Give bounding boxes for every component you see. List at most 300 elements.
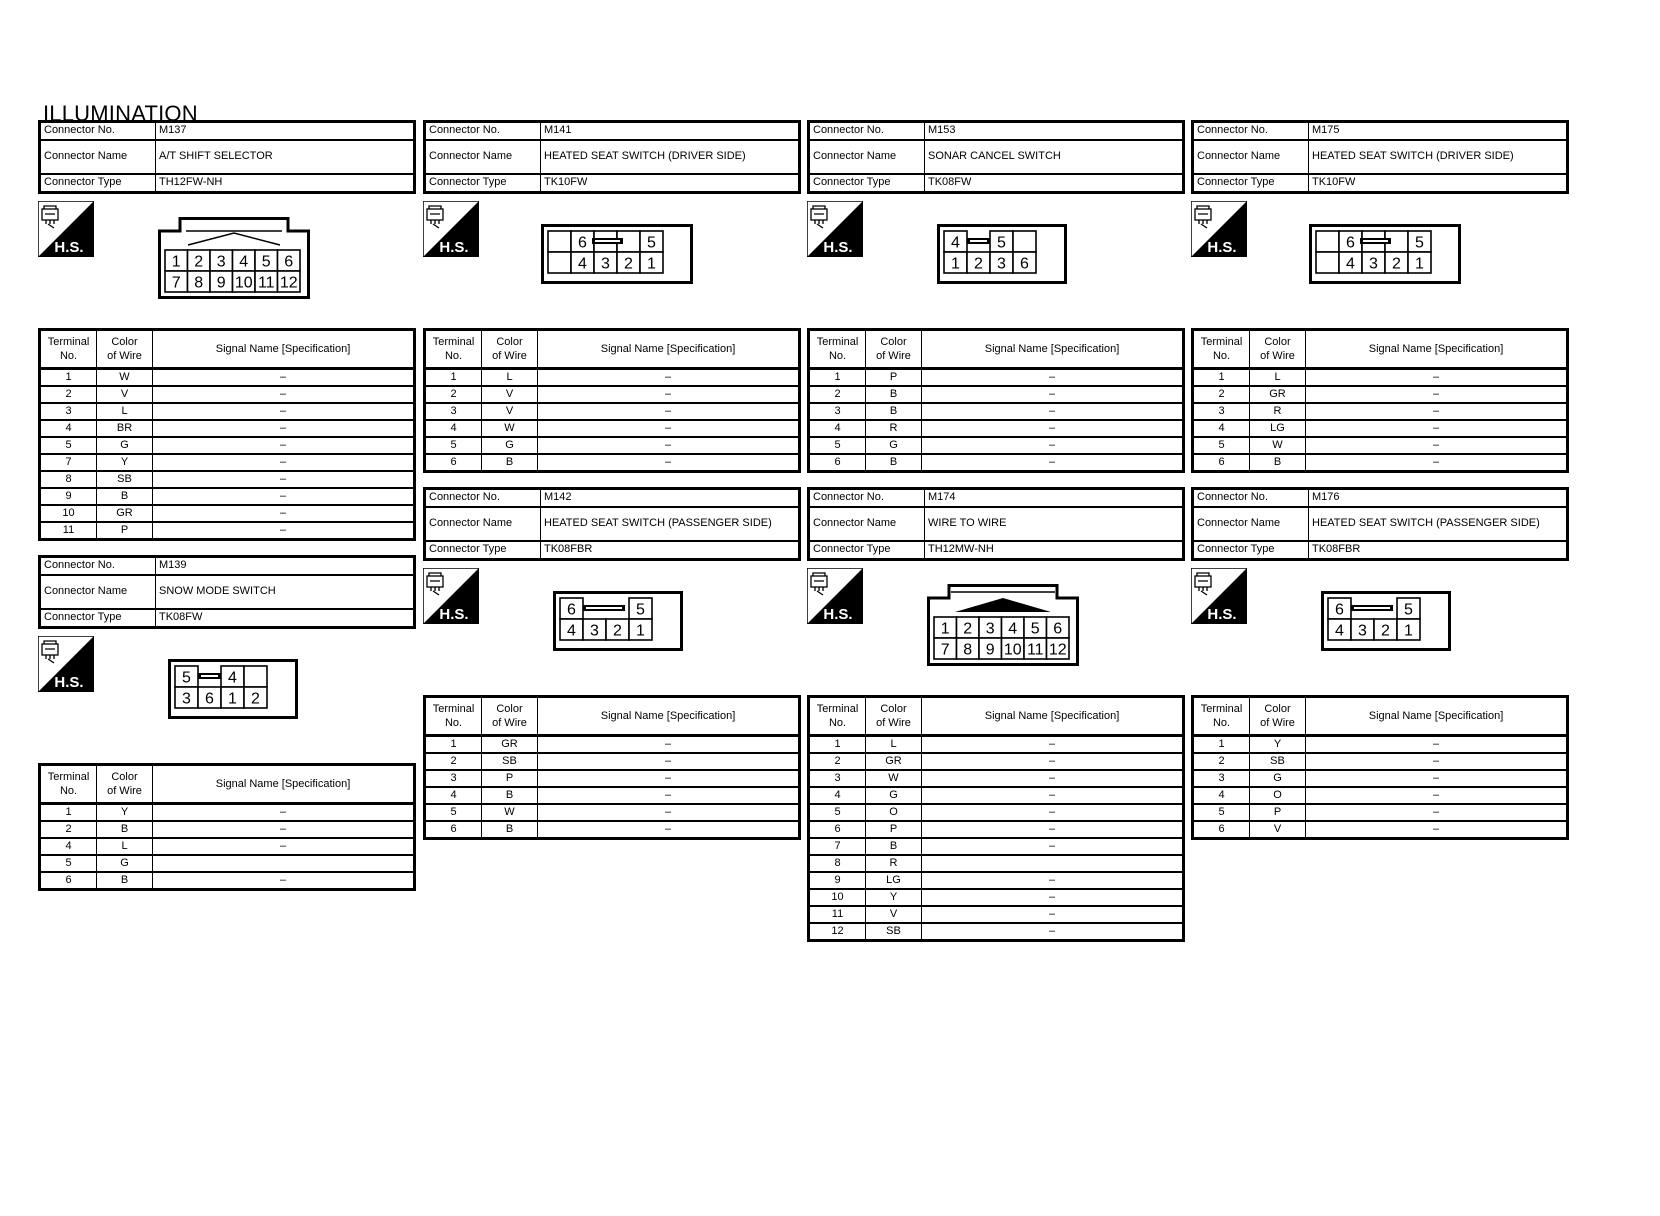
table-row [425, 787, 800, 804]
signal-name-header: Signal Name [Specification] [153, 330, 415, 369]
table-row [40, 420, 415, 437]
terminal-no-cell: 5 [809, 804, 866, 821]
table-row [40, 505, 415, 522]
color-of-wire-header: Color of Wire [482, 330, 538, 369]
connector-no-label: Connector No. [40, 557, 156, 576]
terminal-no-cell: 6 [809, 821, 866, 838]
pin-cavity [548, 252, 571, 273]
pin-number: 4 [567, 622, 576, 640]
connector-block-m137 [38, 120, 416, 541]
connector-type-label: Connector Type [40, 609, 156, 628]
connector-type-label: Connector Type [40, 174, 156, 193]
terminal-no-cell: 11 [809, 906, 866, 923]
table-row [809, 770, 1184, 787]
wire-color-cell: B [97, 872, 153, 890]
pin-number: 6 [1346, 234, 1355, 252]
signal-name-cell [922, 855, 1184, 872]
table-row [809, 753, 1184, 770]
signal-name-cell: – [1306, 753, 1568, 770]
connector-block-m142 [423, 487, 801, 840]
table-row [40, 386, 415, 403]
connector-type-label: Connector Type [425, 541, 541, 560]
terminal-no-cell: 3 [1193, 403, 1250, 420]
wire-color-cell: W [866, 770, 922, 787]
pin-number: 2 [974, 255, 983, 273]
signal-name-cell: – [538, 787, 800, 804]
signal-name-cell: – [1306, 787, 1568, 804]
connector-diagram-area [1191, 194, 1569, 328]
connector-no-label: Connector No. [425, 489, 541, 508]
connector-name-value: HEATED SEAT SWITCH (PASSENGER SIDE) [1309, 507, 1568, 541]
signal-name-cell: – [538, 753, 800, 770]
pin-number: 5 [261, 253, 271, 271]
terminal-no-header: Terminal No. [1193, 697, 1250, 736]
wire-color-cell: SB [866, 923, 922, 941]
connector-block-m176 [1191, 487, 1569, 840]
connector-info-table [38, 120, 416, 194]
table-row [40, 855, 415, 872]
table-row [1193, 437, 1568, 454]
wire-color-cell: B [97, 821, 153, 838]
connector-info-table [423, 120, 801, 194]
signal-name-header: Signal Name [Specification] [1306, 330, 1568, 369]
connector-no-label: Connector No. [1193, 122, 1309, 141]
connector-name-label: Connector Name [1193, 507, 1309, 541]
terminal-no-cell: 9 [40, 488, 97, 505]
signal-name-cell: – [538, 437, 800, 454]
connector-no-label: Connector No. [809, 122, 925, 141]
connector-type-value: TK08FW [925, 174, 1184, 193]
table-row [40, 522, 415, 540]
signal-name-header: Signal Name [Specification] [922, 697, 1184, 736]
wire-color-cell: L [482, 369, 538, 387]
signal-name-cell: – [538, 804, 800, 821]
connector-diagram-area [1191, 561, 1569, 695]
connector-info-table [807, 120, 1185, 194]
pin-number: 5 [636, 601, 645, 619]
connector-no-value: M176 [1309, 489, 1568, 508]
color-of-wire-header: Color of Wire [97, 330, 153, 369]
pin-number: 1 [940, 620, 950, 638]
terminal-no-cell: 5 [425, 804, 482, 821]
terminal-no-cell: 8 [40, 471, 97, 488]
connector-block-m174 [807, 487, 1185, 942]
terminal-no-cell: 7 [40, 454, 97, 471]
wire-color-cell: V [482, 403, 538, 420]
wire-color-cell: SB [1250, 753, 1306, 770]
connector-type-label: Connector Type [1193, 541, 1309, 560]
table-row [425, 821, 800, 839]
connector-name-label: Connector Name [425, 140, 541, 174]
signal-name-cell [153, 855, 415, 872]
pin-number: 6 [1053, 620, 1063, 638]
terminal-no-cell: 2 [40, 386, 97, 403]
connector-type-label: Connector Type [809, 174, 925, 193]
terminal-no-header: Terminal No. [809, 697, 866, 736]
pin-number: 1 [951, 255, 960, 273]
wire-color-cell: W [482, 804, 538, 821]
connector-info-table [1191, 120, 1569, 194]
signal-name-cell: – [153, 437, 415, 454]
signal-name-cell: – [153, 369, 415, 387]
table-row [809, 403, 1184, 420]
wire-color-cell: O [1250, 787, 1306, 804]
pin-number: 6 [567, 601, 576, 619]
connector-no-value: M139 [156, 557, 415, 576]
wire-color-cell: Y [1250, 736, 1306, 754]
signal-name-cell: – [153, 872, 415, 890]
wire-color-cell: P [97, 522, 153, 540]
terminal-no-cell: 1 [1193, 736, 1250, 754]
signal-name-cell: – [922, 821, 1184, 838]
pin-number: 4 [1346, 255, 1355, 273]
terminal-no-cell: 4 [809, 787, 866, 804]
table-row [40, 838, 415, 855]
hs-label: H.S. [54, 239, 84, 256]
table-row [1193, 403, 1568, 420]
terminal-table [38, 763, 416, 891]
wire-color-cell: Y [97, 804, 153, 822]
terminal-no-cell: 6 [1193, 821, 1250, 839]
pin-number: 11 [1026, 641, 1044, 659]
signal-name-cell: – [922, 804, 1184, 821]
connector-name-value: SNOW MODE SWITCH [156, 575, 415, 609]
connector-name-value: HEATED SEAT SWITCH (DRIVER SIDE) [541, 140, 800, 174]
terminal-table [1191, 695, 1569, 840]
connector-diagram-area [423, 561, 801, 695]
pin-number: 2 [963, 620, 973, 638]
signal-name-cell: – [153, 420, 415, 437]
table-row [809, 889, 1184, 906]
wire-color-cell: B [1250, 454, 1306, 472]
connector-type-value: TH12FW-NH [156, 174, 415, 193]
terminal-table [1191, 328, 1569, 473]
terminal-no-cell: 12 [809, 923, 866, 941]
pin-number: 4 [228, 669, 237, 687]
terminal-no-cell: 9 [809, 872, 866, 889]
signal-name-cell: – [922, 889, 1184, 906]
table-row [425, 804, 800, 821]
connector-no-value: M141 [541, 122, 800, 141]
wire-color-cell: BR [97, 420, 153, 437]
hs-icon [423, 568, 479, 624]
pin-number: 1 [1415, 255, 1424, 273]
pin-number: 5 [647, 234, 656, 252]
terminal-no-cell: 5 [40, 437, 97, 454]
signal-name-cell: – [1306, 821, 1568, 839]
terminal-no-cell: 5 [425, 437, 482, 454]
connector-face-diagram [553, 591, 683, 656]
terminal-no-cell: 1 [809, 736, 866, 754]
pin-number: 2 [1381, 622, 1390, 640]
pin-number: 1 [228, 690, 237, 708]
terminal-no-header: Terminal No. [425, 330, 482, 369]
wire-color-cell: L [866, 736, 922, 754]
terminal-no-header: Terminal No. [1193, 330, 1250, 369]
terminal-no-header: Terminal No. [40, 765, 97, 804]
signal-name-cell: – [153, 403, 415, 420]
pin-number: 4 [578, 255, 587, 273]
wire-color-cell: V [866, 906, 922, 923]
terminal-no-cell: 6 [425, 821, 482, 839]
connector-face-diagram [168, 659, 298, 724]
pin-number: 4 [1335, 622, 1344, 640]
pin-number: 5 [1030, 620, 1040, 638]
signal-name-cell: – [538, 454, 800, 472]
wire-color-cell: W [482, 420, 538, 437]
wire-color-cell: P [1250, 804, 1306, 821]
hs-icon [38, 636, 94, 692]
signal-name-header: Signal Name [Specification] [1306, 697, 1568, 736]
wire-color-cell: V [1250, 821, 1306, 839]
connector-type-value: TK08FBR [541, 541, 800, 560]
terminal-no-cell: 1 [40, 369, 97, 387]
terminal-table [807, 328, 1185, 473]
pin-number: 6 [205, 690, 214, 708]
connector-face-diagram [937, 224, 1067, 289]
connector-type-value: TH12MW-NH [925, 541, 1184, 560]
connector-no-label: Connector No. [425, 122, 541, 141]
wire-color-cell: SB [482, 753, 538, 770]
connector-no-value: M142 [541, 489, 800, 508]
table-row [40, 804, 415, 822]
wire-color-cell: G [482, 437, 538, 454]
hs-icon [1191, 201, 1247, 257]
hs-label: H.S. [54, 674, 84, 691]
color-of-wire-header: Color of Wire [482, 697, 538, 736]
signal-name-cell: – [153, 471, 415, 488]
pin-number: 1 [171, 253, 181, 271]
signal-name-cell: – [538, 403, 800, 420]
table-row [809, 923, 1184, 941]
signal-name-cell: – [922, 923, 1184, 941]
signal-name-cell: – [538, 369, 800, 387]
terminal-no-cell: 6 [425, 454, 482, 472]
signal-name-cell: – [153, 838, 415, 855]
pin-number: 6 [1020, 255, 1029, 273]
terminal-no-cell: 7 [809, 838, 866, 855]
hs-icon [807, 568, 863, 624]
table-row [809, 804, 1184, 821]
wire-color-cell: Y [97, 454, 153, 471]
terminal-no-cell: 6 [809, 454, 866, 472]
table-row [1193, 454, 1568, 472]
terminal-no-cell: 3 [40, 403, 97, 420]
wire-color-cell: L [97, 838, 153, 855]
connector-face-diagram [158, 217, 310, 304]
table-row [1193, 369, 1568, 387]
signal-name-cell: – [538, 420, 800, 437]
terminal-no-cell: 2 [425, 386, 482, 403]
hs-label: H.S. [439, 239, 469, 256]
hs-label: H.S. [1207, 606, 1237, 623]
connector-info-table [807, 487, 1185, 561]
connector-name-value: WIRE TO WIRE [925, 507, 1184, 541]
table-row [425, 770, 800, 787]
wire-color-cell: LG [1250, 420, 1306, 437]
connector-no-label: Connector No. [1193, 489, 1309, 508]
terminal-no-cell: 5 [809, 437, 866, 454]
terminal-no-cell: 4 [1193, 420, 1250, 437]
connector-name-label: Connector Name [40, 140, 156, 174]
connector-diagram-area [38, 629, 416, 763]
connector-name-value: A/T SHIFT SELECTOR [156, 140, 415, 174]
signal-name-cell: – [538, 386, 800, 403]
pin-number: 3 [985, 620, 995, 638]
signal-name-cell: – [922, 838, 1184, 855]
wire-color-cell: G [97, 437, 153, 454]
connector-face-diagram [927, 584, 1079, 671]
table-row [40, 821, 415, 838]
hs-icon [807, 201, 863, 257]
wire-color-cell: R [866, 855, 922, 872]
pin-number: 6 [578, 234, 587, 252]
table-row [40, 369, 415, 387]
terminal-no-cell: 4 [425, 420, 482, 437]
connector-info-table [1191, 487, 1569, 561]
terminal-table [423, 695, 801, 840]
pin-number: 3 [1358, 622, 1367, 640]
connector-no-value: M175 [1309, 122, 1568, 141]
signal-name-cell: – [922, 906, 1184, 923]
signal-name-cell: – [153, 522, 415, 540]
signal-name-header: Signal Name [Specification] [922, 330, 1184, 369]
signal-name-cell: – [922, 437, 1184, 454]
wire-color-cell: B [482, 821, 538, 839]
connector-no-value: M137 [156, 122, 415, 141]
table-row [809, 369, 1184, 387]
connector-name-value: HEATED SEAT SWITCH (PASSENGER SIDE) [541, 507, 800, 541]
connector-diagram-area [807, 561, 1185, 695]
table-row [809, 386, 1184, 403]
wire-color-cell: B [482, 454, 538, 472]
pin-number: 3 [1369, 255, 1378, 273]
pin-number: 3 [182, 690, 191, 708]
terminal-no-cell: 1 [425, 369, 482, 387]
signal-name-cell: – [922, 369, 1184, 387]
wire-color-cell: R [866, 420, 922, 437]
wire-color-cell: B [866, 454, 922, 472]
terminal-no-cell: 5 [1193, 804, 1250, 821]
wire-color-cell: Y [866, 889, 922, 906]
table-row [809, 437, 1184, 454]
pin-number: 3 [997, 255, 1006, 273]
color-of-wire-header: Color of Wire [1250, 330, 1306, 369]
signal-name-cell: – [153, 488, 415, 505]
wire-color-cell: G [866, 787, 922, 804]
wire-color-cell: P [866, 369, 922, 387]
terminal-no-cell: 4 [40, 838, 97, 855]
terminal-no-cell: 2 [425, 753, 482, 770]
table-row [809, 838, 1184, 855]
wire-color-cell: V [482, 386, 538, 403]
pin-number: 2 [251, 690, 260, 708]
wire-color-cell: B [482, 787, 538, 804]
wire-color-cell: P [482, 770, 538, 787]
connector-no-label: Connector No. [40, 122, 156, 141]
pin-number: 12 [1048, 641, 1067, 659]
signal-name-cell: – [153, 386, 415, 403]
signal-name-cell: – [922, 736, 1184, 754]
wire-color-cell: V [97, 386, 153, 403]
pin-number: 6 [1335, 601, 1344, 619]
terminal-no-header: Terminal No. [425, 697, 482, 736]
table-row [1193, 736, 1568, 754]
pin-number: 9 [985, 641, 995, 659]
signal-name-cell: – [922, 787, 1184, 804]
terminal-no-cell: 2 [40, 821, 97, 838]
pin-number: 2 [194, 253, 204, 271]
connector-name-value: HEATED SEAT SWITCH (DRIVER SIDE) [1309, 140, 1568, 174]
signal-name-cell: – [538, 736, 800, 754]
pin-number: 5 [997, 234, 1006, 252]
table-row [1193, 804, 1568, 821]
signal-name-cell: – [922, 753, 1184, 770]
color-of-wire-header: Color of Wire [866, 697, 922, 736]
signal-name-cell: – [1306, 403, 1568, 420]
signal-name-cell: – [1306, 770, 1568, 787]
table-row [425, 753, 800, 770]
table-row [809, 420, 1184, 437]
connector-name-value: SONAR CANCEL SWITCH [925, 140, 1184, 174]
signal-name-header: Signal Name [Specification] [153, 765, 415, 804]
table-row [1193, 386, 1568, 403]
table-row [425, 454, 800, 472]
connector-diagram-area [423, 194, 801, 328]
hs-icon [38, 201, 94, 257]
connector-name-label: Connector Name [425, 507, 541, 541]
wire-color-cell: B [97, 488, 153, 505]
connector-block-m141 [423, 120, 801, 473]
connector-type-label: Connector Type [809, 541, 925, 560]
signal-name-cell: – [922, 454, 1184, 472]
pin-number: 6 [284, 253, 294, 271]
table-row [809, 906, 1184, 923]
pin-number: 5 [1415, 234, 1424, 252]
table-row [425, 403, 800, 420]
table-row [1193, 770, 1568, 787]
wire-color-cell: GR [482, 736, 538, 754]
table-row [40, 403, 415, 420]
terminal-no-cell: 1 [1193, 369, 1250, 387]
hs-label: H.S. [823, 606, 853, 623]
table-row [425, 386, 800, 403]
connector-no-label: Connector No. [809, 489, 925, 508]
pin-number: 9 [216, 274, 226, 292]
terminal-no-cell: 6 [1193, 454, 1250, 472]
connector-block-m139 [38, 555, 416, 891]
pin-number: 4 [239, 253, 249, 271]
pin-number: 10 [234, 274, 253, 292]
terminal-no-cell: 5 [1193, 437, 1250, 454]
color-of-wire-header: Color of Wire [866, 330, 922, 369]
table-row [425, 369, 800, 387]
wire-color-cell: R [1250, 403, 1306, 420]
color-of-wire-header: Color of Wire [1250, 697, 1306, 736]
terminal-table [807, 695, 1185, 942]
table-row [40, 437, 415, 454]
terminal-no-cell: 3 [425, 403, 482, 420]
signal-name-cell: – [1306, 736, 1568, 754]
table-row [40, 488, 415, 505]
connector-name-label: Connector Name [1193, 140, 1309, 174]
hs-icon [1191, 568, 1247, 624]
pin-number: 4 [1008, 620, 1018, 638]
terminal-no-cell: 3 [1193, 770, 1250, 787]
connector-info-table [38, 555, 416, 629]
pin-number: 8 [194, 274, 204, 292]
signal-name-cell: – [153, 454, 415, 471]
